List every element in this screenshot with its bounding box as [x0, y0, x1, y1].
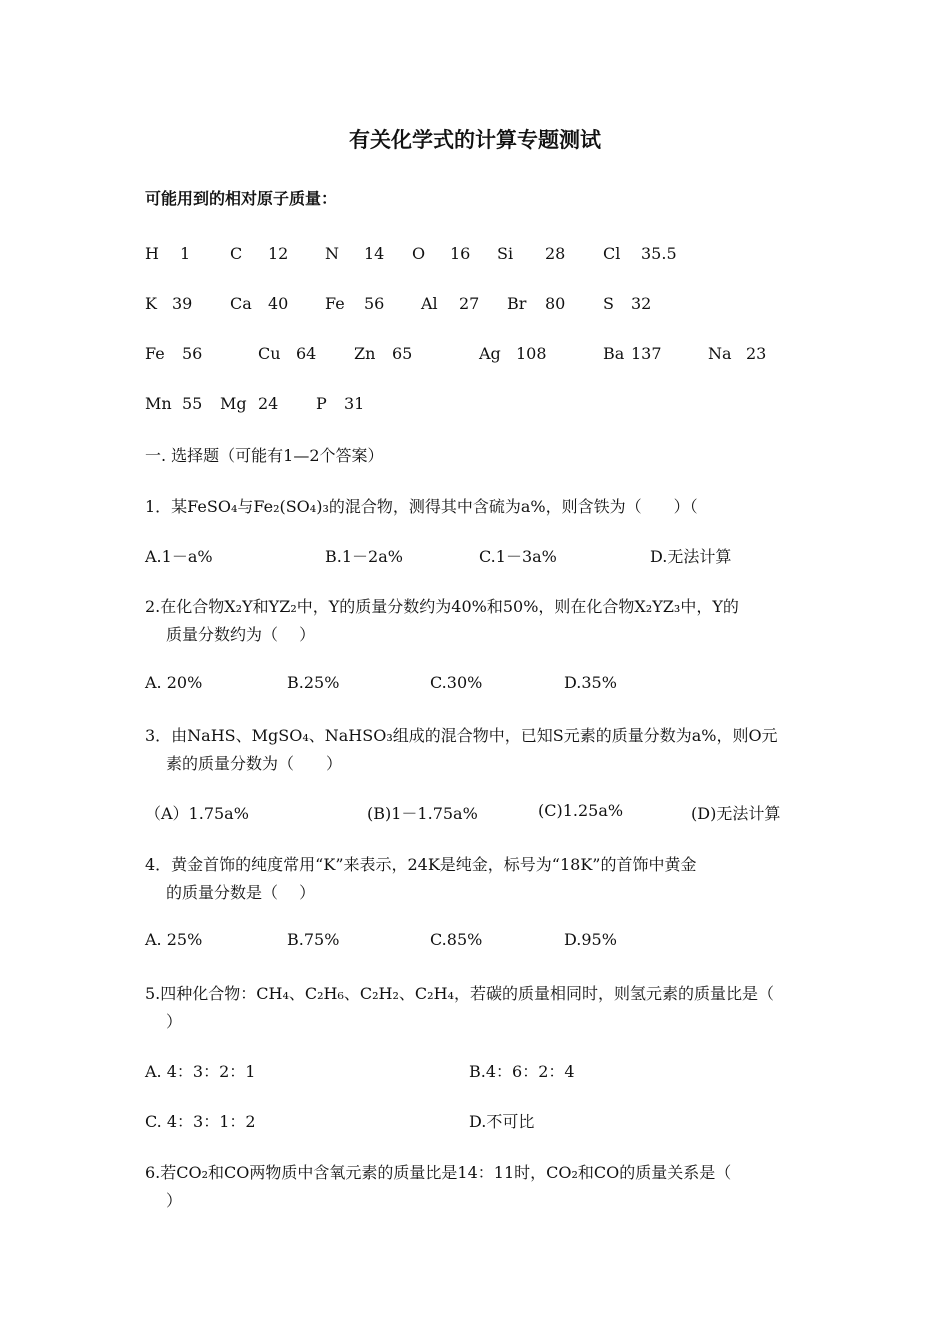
option-c: C.85% [430, 930, 483, 949]
element-mass: 80 [545, 294, 566, 313]
element-mass: 35.5 [641, 244, 677, 263]
option-b: B.75% [287, 930, 340, 949]
element-mass: 27 [459, 294, 480, 313]
element-mass: 16 [450, 244, 471, 263]
option-a: A. 20% [145, 673, 203, 692]
element-symbol: Ca [230, 294, 252, 313]
element-symbol: Cl [603, 244, 621, 263]
option-c: C.1－3a% [479, 547, 557, 566]
option-d: D.35% [564, 673, 617, 692]
question-stem: 2.在化合物X₂Y和YZ₂中，Y的质量分数约为40%和50%，则在化合物X₂YZ₃中，Y的 [145, 597, 739, 616]
element-symbol: Ag [479, 344, 501, 363]
option-d: D.无法计算 [650, 547, 732, 566]
element-mass: 56 [182, 344, 203, 363]
element-symbol: H [145, 244, 159, 263]
element-mass: 108 [516, 344, 547, 363]
element-symbol: Al [421, 294, 438, 313]
question-stem: 5.四种化合物：CH₄、C₂H₆、C₂H₂、C₂H₄，若碳的质量相同时，则氢元素的质量比是（ [145, 984, 774, 1003]
element-mass: 24 [258, 394, 279, 413]
option-b: B.25% [287, 673, 340, 692]
option-b: B.4：6：2：4 [469, 1062, 575, 1081]
element-mass: 55 [182, 394, 203, 413]
element-symbol: N [325, 244, 339, 263]
element-mass: 31 [344, 394, 365, 413]
element-symbol: Fe [325, 294, 345, 313]
option-d: (D)无法计算 [691, 804, 781, 823]
element-mass: 56 [364, 294, 385, 313]
section-heading: 一. 选择题（可能有1—2个答案） [145, 446, 384, 465]
option-b: B.1－2a% [325, 547, 403, 566]
element-mass: 39 [172, 294, 193, 313]
element-mass: 14 [364, 244, 385, 263]
element-mass: 23 [746, 344, 767, 363]
element-symbol: C [230, 244, 243, 263]
element-mass: 65 [392, 344, 413, 363]
question-stem-continued: 的质量分数是（ ） [166, 883, 316, 902]
element-symbol: Cu [258, 344, 281, 363]
element-symbol: Na [708, 344, 732, 363]
element-mass: 28 [545, 244, 566, 263]
option-a: （A）1.75a% [145, 804, 249, 823]
question-stem: 3．由NaHS、MgSO₄、NaHSO₃组成的混合物中，已知S元素的质量分数为a%，则O元 [145, 726, 778, 745]
document-title: 有关化学式的计算专题测试 [349, 128, 601, 152]
element-symbol: Br [507, 294, 527, 313]
element-symbol: Zn [354, 344, 376, 363]
element-mass: 1 [180, 244, 191, 263]
question-stem-continued: 质量分数约为（ ） [166, 625, 316, 644]
option-c: C. 4：3：1：2 [145, 1112, 256, 1131]
question-stem-continued: ） [166, 1191, 183, 1210]
option-a: A. 25% [145, 930, 203, 949]
option-c: (C)1.25a% [538, 801, 624, 820]
option-d: D.95% [564, 930, 617, 949]
element-symbol: S [603, 294, 614, 313]
element-symbol: O [412, 244, 426, 263]
option-d: D.不可比 [469, 1112, 535, 1131]
element-symbol: P [316, 394, 327, 413]
element-mass: 40 [268, 294, 289, 313]
element-mass: 137 [631, 344, 662, 363]
option-a: A.1－a% [145, 547, 213, 566]
element-mass: 64 [296, 344, 317, 363]
option-a: A. 4：3：2：1 [145, 1062, 256, 1081]
element-symbol: Si [497, 244, 514, 263]
atomic-mass-heading: 可能用到的相对原子质量： [145, 189, 338, 208]
element-symbol: Ba [603, 344, 625, 363]
option-b: (B)1－1.75a% [367, 804, 478, 823]
question-stem-continued: ） [166, 1012, 183, 1031]
option-c: C.30% [430, 673, 483, 692]
element-symbol: K [145, 294, 157, 313]
element-mass: 32 [631, 294, 652, 313]
question-stem: 4．黄金首饰的纯度常用“K”来表示，24K是纯金，标号为“18K”的首饰中黄金 [145, 855, 697, 874]
question-stem: 6.若CO₂和CO两物质中含氧元素的质量比是14：11时，CO₂和CO的质量关系是（ [145, 1163, 732, 1182]
question-stem: 1．某FeSO₄与Fe₂(SO₄)₃的混合物，测得其中含硫为a%，则含铁为（ ）（ [145, 497, 698, 516]
element-symbol: Mn [145, 394, 172, 413]
element-symbol: Fe [145, 344, 165, 363]
element-mass: 12 [268, 244, 289, 263]
question-stem-continued: 素的质量分数为（ ） [166, 754, 343, 773]
element-symbol: Mg [220, 394, 247, 413]
